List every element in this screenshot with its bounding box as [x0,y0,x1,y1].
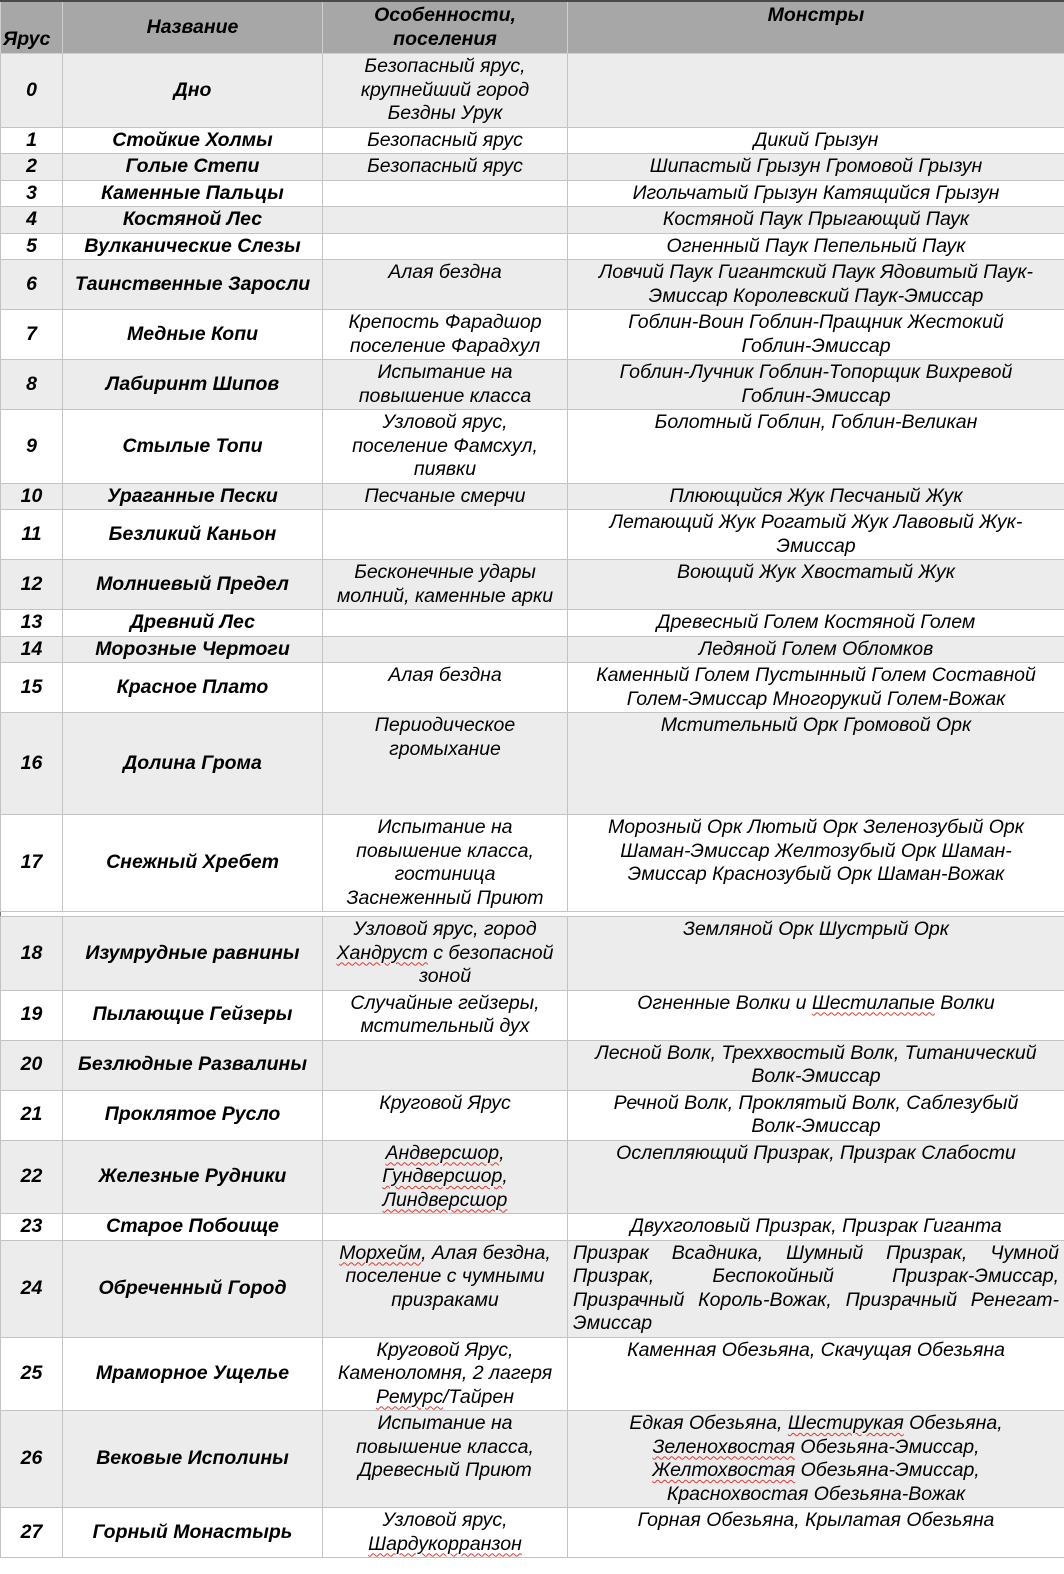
name-cell: Изумрудные равнины [63,917,323,991]
name-cell: Безликий Каньон [63,510,323,560]
monsters-cell: Огненный Паук Пепельный Паук [568,233,1064,260]
table-row [1,180,1064,207]
table-row [1,54,1064,128]
monsters-cell: Летающий Жук Рогатый Жук Лавовый Жук- Эмиссар [568,510,1064,560]
features-cell: Узловой ярус, город Хандруст с безопасной зоной [323,917,568,991]
tier-cell: 0 [1,54,63,128]
name-cell: Вековые Исполины [63,1411,323,1508]
features-cell: Безопасный ярус [323,127,568,154]
tier-cell: 14 [1,636,63,663]
name-cell: Стойкие Холмы [63,127,323,154]
spellcheck-word: Желтохвостая [652,1459,796,1481]
features-cell: Бесконечные удары молний, каменные арки [323,560,568,610]
table-row [1,310,1064,360]
monsters-cell: Костяной Паук Прыгающий Паук [568,207,1064,234]
table-row [1,1140,1064,1214]
table-row [1,1040,1064,1090]
table-row [1,663,1064,713]
monsters-cell: Лесной Волк, Треххвостый Волк, Титанический Волк-Эмиссар [568,1040,1064,1090]
monsters-cell: Речной Волк, Проклятый Волк, Саблезубый Волк-Эмиссар [568,1090,1064,1140]
table-row [1,154,1064,181]
name-cell: Вулканические Слезы [63,233,323,260]
col-header-features: Особенности, поселения [323,1,568,54]
table-row [1,815,1064,912]
features-cell: Узловой ярус, поселение Фамсхул, пиявки [323,410,568,484]
tier-cell: 10 [1,483,63,510]
monsters-cell: Огненные Волки и Шестилапые Волки [568,990,1064,1040]
tier-cell: 19 [1,990,63,1040]
spellcheck-word: Зеленохвостая [652,1435,795,1458]
spellcheck-word: Гундверсшор [382,1165,503,1187]
monsters-cell: Горная Обезьяна, Крылатая Обезьяна [568,1508,1064,1558]
header-row [1,1,1064,54]
features-cell [323,207,568,234]
tier-cell: 23 [1,1214,63,1241]
tier-cell: 21 [1,1090,63,1140]
col-header-monsters: Монстры [568,1,1064,54]
monsters-cell: Земляной Орк Шустрый Орк [568,917,1064,991]
name-cell: Стылые Топи [63,410,323,484]
tier-cell: 12 [1,560,63,610]
table-row [1,917,1064,991]
monsters-cell: Древесный Голем Костяной Голем [568,610,1064,637]
features-cell: Крепость Фарадшор поселение Фарадхул [323,310,568,360]
spellcheck-word: Андверсшор [385,1141,500,1164]
tier-cell: 11 [1,510,63,560]
name-cell: Медные Копи [63,310,323,360]
table-row [1,510,1064,560]
tier-table-body [1,54,1064,1558]
tier-cell: 25 [1,1337,63,1411]
table-row [1,410,1064,484]
monsters-cell: Дикий Грызун [568,127,1064,154]
features-cell: Алая бездна [323,663,568,713]
table-row [1,207,1064,234]
features-cell: Случайные гейзеры, мстительный дух [323,990,568,1040]
table-row [1,610,1064,637]
name-cell: Железные Рудники [63,1140,323,1214]
monsters-cell: Ледяной Голем Обломков [568,636,1064,663]
table-row [1,636,1064,663]
monsters-cell: Каменная Обезьяна, Скачущая Обезьяна [568,1337,1064,1411]
monsters-cell: Болотный Гоблин, Гоблин-Великан [568,410,1064,484]
name-cell: Древний Лес [63,610,323,637]
features-cell: Алая бездна [323,260,568,310]
table-row [1,1240,1064,1337]
table-row [1,560,1064,610]
name-cell: Дно [63,54,323,128]
tier-cell: 1 [1,127,63,154]
features-cell: Круговой Ярус [323,1090,568,1140]
col-header-name: Название [63,1,323,54]
name-cell: Обреченный Город [63,1240,323,1337]
monsters-cell: Мстительный Орк Громовой Орк [568,713,1064,815]
name-cell: Снежный Хребет [63,815,323,912]
tier-cell: 7 [1,310,63,360]
tier-cell: 9 [1,410,63,484]
features-cell [323,510,568,560]
spellcheck-word: Шестирукая [787,1412,904,1434]
tier-cell: 16 [1,713,63,815]
table-row [1,1411,1064,1508]
features-cell: Узловой ярус, Шардукорранзон [323,1508,568,1558]
tier-cell: 5 [1,233,63,260]
table-row [1,713,1064,815]
tier-table-header [1,1,1064,54]
tier-cell: 17 [1,815,63,912]
spellcheck-word: Хандруст [336,941,428,964]
col-header-tier: Ярус [1,1,63,54]
table-row [1,990,1064,1040]
monsters-cell: Гоблин-Лучник Гоблин-Топорщик Вихревой Гоблин-Эмиссар [568,360,1064,410]
monsters-cell: Ловчий Паук Гигантский Паук Ядовитый Паук-Эмиссар Королевский Паук-Эмиссар [568,260,1064,310]
tier-cell: 26 [1,1411,63,1508]
tier-cell: 27 [1,1508,63,1558]
spellcheck-word: Шардукорранзон [368,1532,522,1555]
features-cell: Андверсшор, Гундверсшор, Линдверсшор [323,1140,568,1214]
name-cell: Молниевый Предел [63,560,323,610]
table-row [1,127,1064,154]
name-cell: Долина Грома [63,713,323,815]
tier-cell: 3 [1,180,63,207]
table-row [1,1337,1064,1411]
table-row [1,260,1064,310]
name-cell: Ураганные Пески [63,483,323,510]
features-cell [323,1214,568,1241]
tier-cell: 24 [1,1240,63,1337]
monsters-cell: Призрак Всадника, Шумный Призрак, Чумной Призрак, Беспокойный Призрак-Эмиссар, Призрачный Король-Вожак, Призрачный Ренегат-Эмиссар [568,1240,1064,1337]
features-cell: Круговой Ярус, Каменоломня, 2 лагеря Ремурс/Тайрен [323,1337,568,1411]
features-cell: Безопасный ярус [323,154,568,181]
tier-cell: 15 [1,663,63,713]
monsters-cell: Плюющийся Жук Песчаный Жук [568,483,1064,510]
tier-cell: 22 [1,1140,63,1214]
name-cell: Лабиринт Шипов [63,360,323,410]
tier-cell: 6 [1,260,63,310]
tier-cell: 13 [1,610,63,637]
features-cell: Испытание на повышение класса, гостиница Заснеженный Приют [323,815,568,912]
name-cell: Таинственные Заросли [63,260,323,310]
monsters-cell: Гоблин-Воин Гоблин-Пращник Жестокий Гоблин-Эмиссар [568,310,1064,360]
spellcheck-word: Линдверсшор [382,1188,508,1211]
features-cell [323,636,568,663]
tier-cell: 20 [1,1040,63,1090]
features-cell: Периодическое громыхание [323,713,568,815]
monsters-cell: Ослепляющий Призрак, Призрак Слабости [568,1140,1064,1214]
tier-cell: 4 [1,207,63,234]
name-cell: Горный Монастырь [63,1508,323,1558]
monsters-cell: Каменный Голем Пустынный Голем Составной Голем-Эмиссар Многорукий Голем-Вожак [568,663,1064,713]
spellcheck-word: Ремурс [376,1385,443,1408]
features-cell: Песчаные смерчи [323,483,568,510]
monsters-cell: Воющий Жук Хвостатый Жук [568,560,1064,610]
name-cell: Проклятое Русло [63,1090,323,1140]
spellcheck-word: Шестилапые [811,991,935,1014]
monsters-cell [568,54,1064,128]
features-cell: Испытание на повышение класса, Древесный Приют [323,1411,568,1508]
monsters-cell: Игольчатый Грызун Катящийся Грызун [568,180,1064,207]
name-cell: Голые Степи [63,154,323,181]
tier-cell: 2 [1,154,63,181]
name-cell: Безлюдные Развалины [63,1040,323,1090]
monsters-cell: Двухголовый Призрак, Призрак Гиганта [568,1214,1064,1241]
table-row [1,1508,1064,1558]
name-cell: Морозные Чертоги [63,636,323,663]
spellcheck-word: Морхейм [339,1241,422,1264]
table-row [1,233,1064,260]
features-cell [323,233,568,260]
name-cell: Мраморное Ущелье [63,1337,323,1411]
name-cell: Каменные Пальцы [63,180,323,207]
features-cell: Испытание на повышение класса [323,360,568,410]
features-cell [323,180,568,207]
features-cell: Безопасный ярус, крупнейший город Бездны Урук [323,54,568,128]
name-cell: Старое Побоище [63,1214,323,1241]
monsters-cell: Шипастый Грызун Громовой Грызун [568,154,1064,181]
table-row [1,483,1064,510]
monsters-cell: Едкая Обезьяна, Шестирукая Обезьяна, Зеленохвостая Обезьяна-Эмиссар, Желтохвостая Обезьяна-Эмиссар, Краснохвостая Обезьяна-Вожак [568,1411,1064,1508]
features-cell: Морхейм, Алая бездна, поселение с чумными призраками [323,1240,568,1337]
name-cell: Костяной Лес [63,207,323,234]
tier-cell: 8 [1,360,63,410]
name-cell: Пылающие Гейзеры [63,990,323,1040]
name-cell: Красное Плато [63,663,323,713]
table-row [1,360,1064,410]
table-row [1,1214,1064,1241]
tier-cell: 18 [1,917,63,991]
features-cell [323,610,568,637]
table-row [1,1090,1064,1140]
features-cell [323,1040,568,1090]
monsters-cell: Морозный Орк Лютый Орк Зеленозубый Орк Шаман-Эмиссар Желтозубый Орк Шаман- Эмиссар Краснозубый Орк Шаман-Вожак [568,815,1064,912]
